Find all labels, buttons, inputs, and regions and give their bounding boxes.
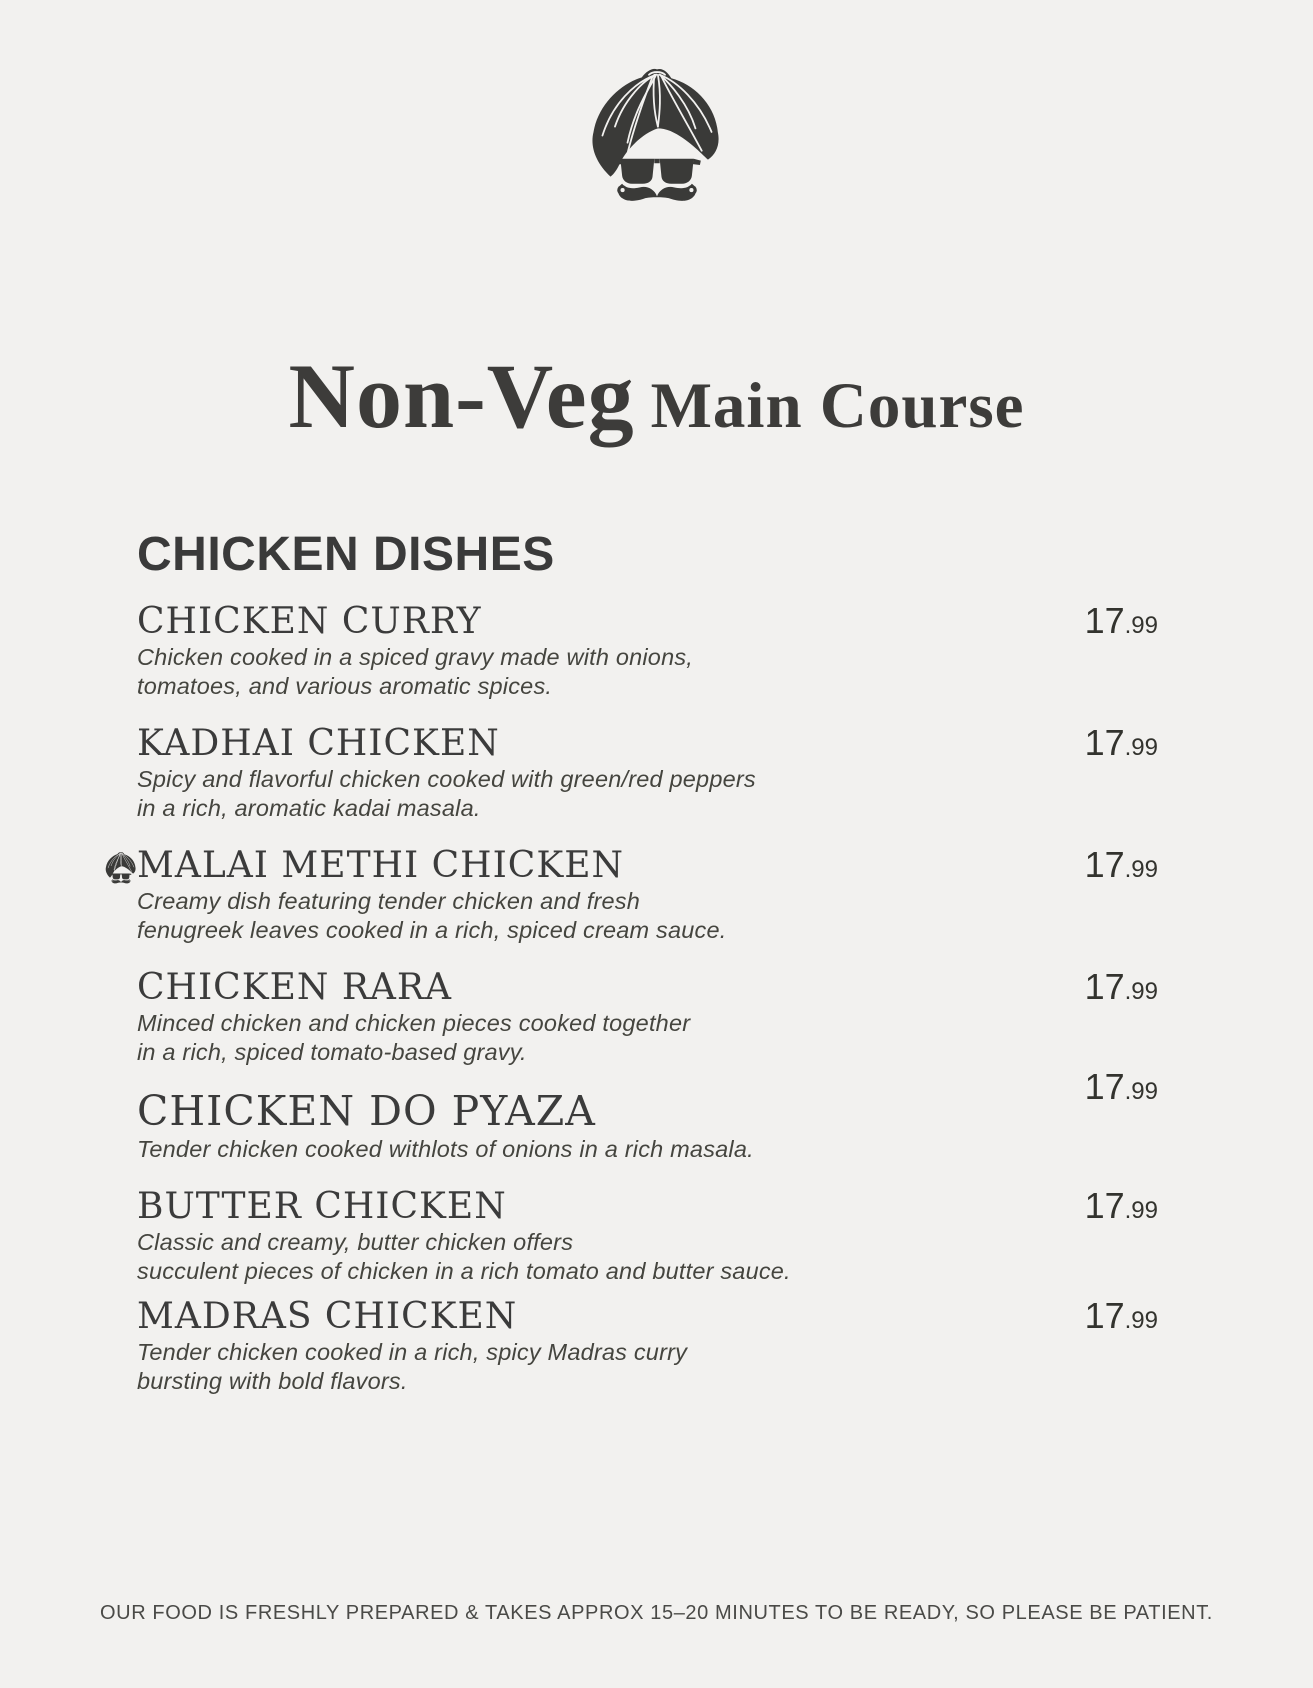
item-description-line: Tender chicken cooked in a rich, spicy Madras curry (137, 1339, 688, 1365)
price-frac: .99 (1124, 1197, 1158, 1224)
item-name: MADRAS CHICKEN (137, 1296, 518, 1337)
item-price (1085, 1063, 1158, 1119)
item-head (137, 1294, 1158, 1338)
item-name: CHICKEN RARA (137, 967, 453, 1008)
menu-item-malai-methi-chicken (137, 843, 1158, 945)
price-frac: .99 (1124, 612, 1158, 639)
price-whole: 17 (1084, 1185, 1125, 1226)
price-frac: .99 (1124, 856, 1158, 883)
item-price (1085, 1184, 1158, 1236)
menu-item-butter-chicken (137, 1184, 1158, 1286)
price-whole: 17 (1084, 1066, 1125, 1107)
price-whole: 17 (1084, 844, 1125, 885)
menu-item-madras-chicken (137, 1294, 1158, 1396)
item-description-line: Minced chicken and chicken pieces cooked together (137, 1010, 691, 1036)
item-name: CHICKEN DO PYAZA (137, 1087, 596, 1135)
item-head (137, 599, 1158, 643)
price-whole: 17 (1084, 722, 1125, 763)
item-description-line: Creamy dish featuring tender chicken and fresh (137, 888, 640, 914)
item-description-line: tomatoes, and various aromatic spices. (137, 673, 553, 699)
item-head (137, 1066, 1158, 1135)
item-price (1085, 1294, 1158, 1346)
item-description-line: Classic and creamy, butter chicken offers (137, 1229, 574, 1255)
item-name: CHICKEN CURRY (137, 601, 482, 642)
item-head (137, 721, 1158, 765)
item-price (1085, 843, 1158, 895)
item-price (1085, 599, 1158, 651)
menu-item-chicken-curry (137, 599, 1158, 701)
page-title (0, 345, 1313, 447)
footer-note: OUR FOOD IS FRESHLY PREPARED & TAKES APPROX 15–20 MINUTES TO BE READY, SO PLEASE BE PATIENT. (100, 1602, 1213, 1624)
item-description-line: succulent pieces of chicken in a rich tomato and butter sauce. (137, 1258, 791, 1284)
menu-item-chicken-rara (137, 965, 1158, 1067)
item-head (137, 965, 1158, 1009)
price-whole: 17 (1084, 600, 1125, 641)
item-name: MALAI METHI CHICKEN (137, 845, 625, 886)
price-whole: 17 (1084, 966, 1125, 1007)
item-description-line: Chicken cooked in a spiced gravy made with onions, (137, 644, 694, 670)
price-frac: .99 (1124, 1078, 1158, 1105)
price-frac: .99 (1124, 978, 1158, 1005)
item-description-line: bursting with bold flavors. (137, 1368, 408, 1394)
item-description-line: Tender chicken cooked withlots of onions in a rich masala. (137, 1136, 754, 1162)
item-price (1085, 965, 1158, 1017)
turban-man-logo (581, 64, 733, 216)
turban-icon (103, 848, 139, 890)
item-description-line: in a rich, aromatic kadai masala. (137, 795, 481, 821)
item-description-line: in a rich, spiced tomato-based gravy. (137, 1039, 527, 1065)
price-frac: .99 (1124, 734, 1158, 761)
item-head (137, 843, 1158, 887)
item-name: BUTTER CHICKEN (137, 1186, 507, 1227)
item-name: KADHAI CHICKEN (137, 723, 500, 764)
menu-item-chicken-do-pyaza (137, 1066, 1158, 1164)
price-whole: 17 (1084, 1295, 1125, 1336)
menu-item-kadhai-chicken (137, 721, 1158, 823)
page-title-primary: Non-Veg (288, 345, 635, 447)
item-description-line: fenugreek leaves cooked in a rich, spiced cream sauce. (137, 917, 727, 943)
price-frac: .99 (1124, 1307, 1158, 1334)
menu-section (137, 528, 1158, 1416)
page-title-secondary: Main Course (650, 370, 1025, 442)
section-heading: CHICKEN DISHES (137, 528, 555, 581)
item-head (137, 1184, 1158, 1228)
item-description-line: Spicy and flavorful chicken cooked with green/red peppers (137, 766, 756, 792)
item-price (1085, 721, 1158, 773)
